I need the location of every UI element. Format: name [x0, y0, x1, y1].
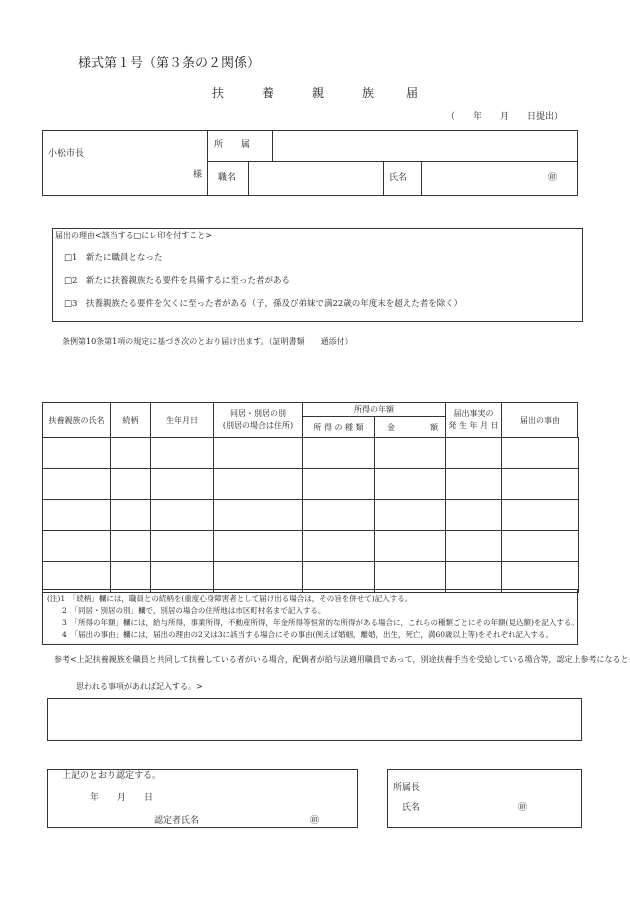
seal-mark: ㊞ — [548, 173, 558, 183]
note-line: (注)1 「続柄」欄には，職員との続柄を(重度心身障害者として届け出る場合は，その旨を併せて)記入する。 — [47, 594, 413, 603]
form-title-char: 届 — [406, 86, 419, 100]
col-relationship: 続柄 — [122, 416, 139, 425]
col-annual-income: 所得の年額 — [354, 405, 394, 414]
seal-mark: ㊞ — [310, 816, 320, 826]
table-cell[interactable] — [446, 562, 502, 593]
submission-date[interactable]: （ 年 月 日提出） — [446, 112, 564, 122]
reason-option-1[interactable]: □1 新たに職員となった — [64, 253, 163, 263]
form-title-char: 族 — [362, 86, 375, 100]
table-cell[interactable] — [303, 438, 375, 469]
table-cell[interactable] — [151, 500, 214, 531]
table-cell[interactable] — [303, 562, 375, 593]
form-title-char: 養 — [262, 86, 275, 100]
table-row — [43, 500, 579, 531]
table-row — [43, 438, 579, 469]
table-cell[interactable] — [502, 500, 579, 531]
table-cell[interactable] — [446, 500, 502, 531]
table-row — [43, 562, 579, 593]
col-income-amount-unit: 額 — [430, 423, 438, 432]
table-cell[interactable] — [375, 438, 446, 469]
col-reason: 届出の事由 — [520, 416, 560, 425]
certifier-label: 認定者氏名 — [154, 816, 200, 826]
table-cell[interactable] — [214, 500, 303, 531]
col-residence-note: (別居の場合は住所) — [222, 421, 294, 430]
department-head-title: 所属長 — [393, 783, 421, 793]
table-cell[interactable] — [303, 469, 375, 500]
col-income-amount: 金 — [387, 423, 395, 432]
table-cell[interactable] — [151, 562, 214, 593]
table-cell[interactable] — [375, 500, 446, 531]
col-dependent-name: 扶養親族の氏名 — [48, 416, 105, 425]
job-title-field[interactable] — [250, 163, 381, 194]
table-cell[interactable] — [43, 469, 111, 500]
table-cell[interactable] — [502, 562, 579, 593]
table-cell[interactable] — [43, 438, 111, 469]
table-cell[interactable] — [151, 469, 214, 500]
name-label: 氏名 — [389, 173, 408, 183]
table-cell[interactable] — [111, 531, 151, 562]
table-cell[interactable] — [214, 531, 303, 562]
table-cell[interactable] — [446, 531, 502, 562]
table-row — [43, 469, 579, 500]
table-cell[interactable] — [151, 438, 214, 469]
table-cell[interactable] — [502, 469, 579, 500]
table-row — [43, 531, 579, 562]
table-cell[interactable] — [43, 531, 111, 562]
col-income-type: 所 得 の 種 類 — [313, 423, 364, 432]
table-cell[interactable] — [446, 469, 502, 500]
reason-heading: 届出の理由<該当する□にレ印を付すこと> — [55, 231, 212, 240]
department-head-box — [387, 769, 582, 828]
reference-line-2: 思われる事項があれば記入する。> — [76, 682, 203, 691]
note-line: 3 「所得の年額」欄には，給与所得，事業所得，不動産所得，年金所得等恒常的な所得がある場合に，これらの種類ごとにその年額(見込額)を記入する。 — [47, 618, 579, 627]
certification-text: 上記のとおり認定する。 — [62, 771, 162, 781]
note-line: 4 「届出の事由」欄には，届出の理由の2又は3に該当する場合にその事由(例えば婚姻，離婚，出生，死亡，満60歳以上等)をそれぞれ記入する。 — [47, 630, 553, 639]
col-birthdate: 生年月日 — [166, 416, 198, 425]
affiliation-label: 所 属 — [214, 140, 251, 150]
col-residence: 同居・別居の別 — [230, 409, 286, 418]
seal-mark: ㊞ — [518, 803, 528, 813]
mayor-label: 小松市長 — [48, 149, 85, 159]
table-cell[interactable] — [214, 438, 303, 469]
table-cell[interactable] — [375, 531, 446, 562]
table-cell[interactable] — [214, 469, 303, 500]
table-cell[interactable] — [111, 500, 151, 531]
dependents-table — [42, 437, 579, 593]
affiliation-field[interactable] — [274, 132, 576, 159]
col-event-date-2: 発 生 年 月 日 — [448, 421, 499, 430]
reason-option-2[interactable]: □2 新たに扶養親族たる要件を具備するに至った者がある — [64, 276, 290, 286]
table-cell[interactable] — [303, 500, 375, 531]
table-cell[interactable] — [303, 531, 375, 562]
note-line: 2 「同居・別居の別」欄で，別居の場合の住所地は市区町村名まで記入する。 — [47, 606, 326, 615]
reason-option-3[interactable]: □3 扶養親族たる要件を欠くに至った者がある（子，孫及び弟妹で満22歳の年度末を超えた者を除く） — [64, 299, 463, 309]
table-cell[interactable] — [43, 562, 111, 593]
department-head-name-label: 氏名 — [402, 803, 421, 813]
table-cell[interactable] — [502, 438, 579, 469]
statement-text: 条例第10条第1項の規定に基づき次のとおり届け出ます。（証明書類 通添付） — [62, 337, 353, 346]
table-cell[interactable] — [502, 531, 579, 562]
form-title-char: 親 — [312, 86, 325, 100]
col-event-date: 届出事実の — [453, 409, 494, 418]
table-cell[interactable] — [111, 438, 151, 469]
table-cell[interactable] — [43, 500, 111, 531]
table-cell[interactable] — [446, 438, 502, 469]
table-cell[interactable] — [214, 562, 303, 593]
table-cell[interactable] — [111, 469, 151, 500]
reference-field[interactable] — [47, 698, 582, 741]
notes-text — [47, 593, 579, 641]
form-number: 様式第１号（第３条の２関係） — [78, 56, 261, 71]
form-title-char: 扶 — [212, 86, 225, 100]
table-cell[interactable] — [375, 469, 446, 500]
honorific-label: 様 — [193, 170, 203, 180]
table-cell[interactable] — [375, 562, 446, 593]
table-cell[interactable] — [111, 562, 151, 593]
table-cell[interactable] — [151, 531, 214, 562]
job-title-label: 職名 — [218, 173, 237, 183]
reference-line-1: 参考<上記扶養親族を職員と共同して扶養している者がいる場合，配偶者が給与法適用職員であって，別途扶養手当を受給している場合等，認定上参考になると — [54, 655, 629, 664]
certification-date[interactable]: 年 月 日 — [90, 793, 154, 803]
